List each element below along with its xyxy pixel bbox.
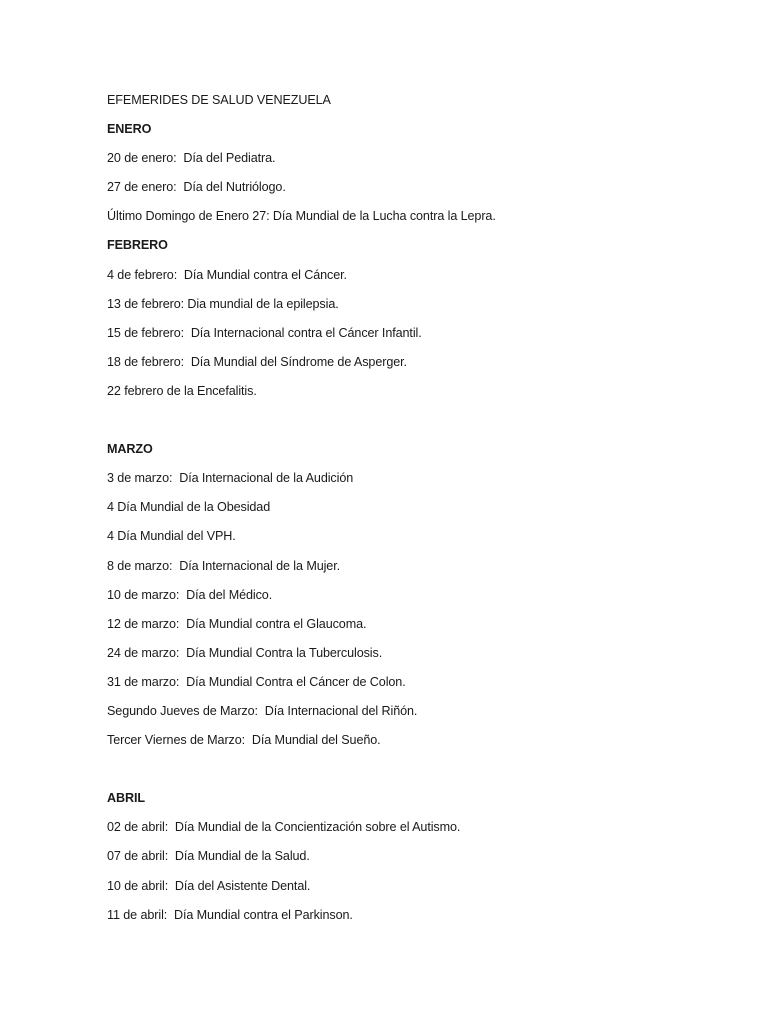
- blank-line: [107, 760, 727, 789]
- section-heading-enero: ENERO: [107, 122, 152, 137]
- list-item: 02 de abril: Día Mundial de la Concientización sobre el Autismo.: [107, 820, 461, 835]
- list-item: 15 de febrero: Día Internacional contra el Cáncer Infantil.: [107, 325, 422, 340]
- list-item: 13 de febrero: Dia mundial de la epilepsia.: [107, 296, 339, 311]
- list-item: Segundo Jueves de Marzo: Día Internacional del Riñón.: [107, 703, 418, 718]
- section-heading-marzo: MARZO: [107, 442, 153, 457]
- section-heading-febrero: FEBRERO: [107, 238, 168, 253]
- section-heading-abril: ABRIL: [107, 791, 145, 806]
- list-item: 24 de marzo: Día Mundial Contra la Tuberculosis.: [107, 645, 383, 660]
- list-item: 20 de enero: Día del Pediatra.: [107, 151, 276, 166]
- list-item: 18 de febrero: Día Mundial del Síndrome de Asperger.: [107, 354, 407, 369]
- list-item: 10 de marzo: Día del Médico.: [107, 587, 273, 602]
- document-title: EFEMERIDES DE SALUD VENEZUELA: [107, 93, 331, 107]
- list-item: 27 de enero: Día del Nutriólogo.: [107, 180, 286, 195]
- list-item: 11 de abril: Día Mundial contra el Parkinson.: [107, 907, 353, 922]
- list-item: 31 de marzo: Día Mundial Contra el Cáncer de Colon.: [107, 674, 406, 689]
- list-item: Tercer Viernes de Marzo: Día Mundial del Sueño.: [107, 733, 381, 748]
- list-item: 4 Día Mundial de la Obesidad: [107, 500, 271, 515]
- list-item: 4 de febrero: Día Mundial contra el Cáncer.: [107, 267, 347, 282]
- list-item: 8 de marzo: Día Internacional de la Mujer.: [107, 558, 341, 573]
- list-item: 10 de abril: Día del Asistente Dental.: [107, 878, 311, 893]
- list-item: 22 febrero de la Encefalitis.: [107, 383, 257, 398]
- list-item: Último Domingo de Enero 27: Día Mundial de la Lucha contra la Lepra.: [107, 209, 496, 224]
- list-item: 3 de marzo: Día Internacional de la Audición: [107, 471, 354, 486]
- document-body: [107, 91, 727, 935]
- list-item: 4 Día Mundial del VPH.: [107, 529, 236, 544]
- blank-line: [107, 411, 727, 440]
- list-item: 12 de marzo: Día Mundial contra el Glaucoma.: [107, 616, 367, 631]
- list-item: 07 de abril: Día Mundial de la Salud.: [107, 849, 310, 864]
